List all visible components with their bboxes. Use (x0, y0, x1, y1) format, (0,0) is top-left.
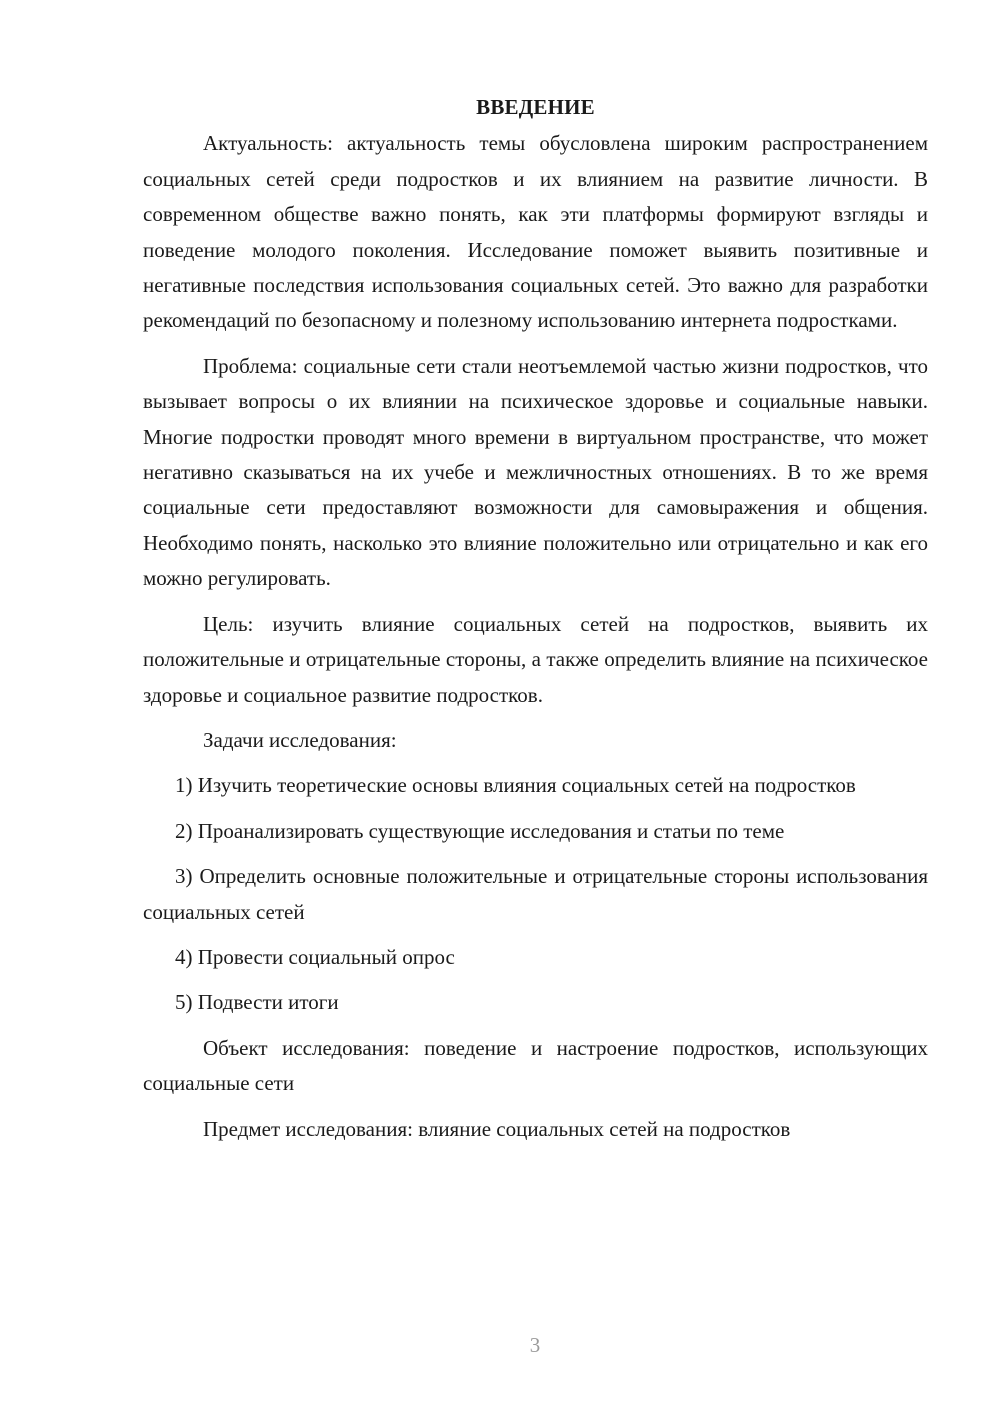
task-item-2: 2) Проанализировать существующие исследования и статьи по теме (175, 818, 785, 843)
subject-paragraph: Предмет исследования: влияние социальных сетей на подростков (203, 1116, 791, 1141)
tasks-heading: Задачи исследования: (203, 727, 397, 752)
problem-paragraph: Проблема: социальные сети стали неотъемлемой частью жизни подростков, что вызывает вопросы о их влиянии на психическое здоровье и социальные навыки. Многие подростки проводят много времени в виртуальном пространстве, что может негативно сказываться на их учебе и межличностных отношениях. В то же время социальные сети предоставляют возможности для самовыражения и общения. Необходимо понять, насколько это влияние положительно или отрицательно и как его можно регулировать. (143, 353, 928, 591)
task-item-1: 1) Изучить теоретические основы влияния социальных сетей на подростков (175, 773, 856, 798)
task-item-3: 3) Определить основные положительные и отрицательные стороны использования социальных сетей (143, 864, 928, 924)
task-item-4: 4) Провести социальный опрос (175, 944, 455, 969)
page-number: 3 (529, 1333, 541, 1357)
task-item-5: 5) Подвести итоги (175, 990, 339, 1015)
object-paragraph: Объект исследования: поведение и настроение подростков, использующих социальные сети (143, 1035, 928, 1096)
document-page (143, 90, 928, 1157)
goal-paragraph: Цель: изучить влияние социальных сетей на подростков, выявить их положительные и отрицательные стороны, а также определить влияние на психическое здоровье и социальное развитие подростков. (143, 611, 928, 707)
section-heading: ВВЕДЕНИЕ (476, 95, 595, 119)
relevance-paragraph: Актуальность: актуальность темы обусловлена широким распространением социальных сетей среди подростков и их влиянием на развитие личности. В современном обществе важно понять, как эти платформы формируют взгляды и поведение молодого поколения. Исследование поможет выявить позитивные и негативные последствия использования социальных сетей. Это важно для разработки рекомендаций по безопасному и полезному использованию интернета подростками. (143, 131, 928, 333)
